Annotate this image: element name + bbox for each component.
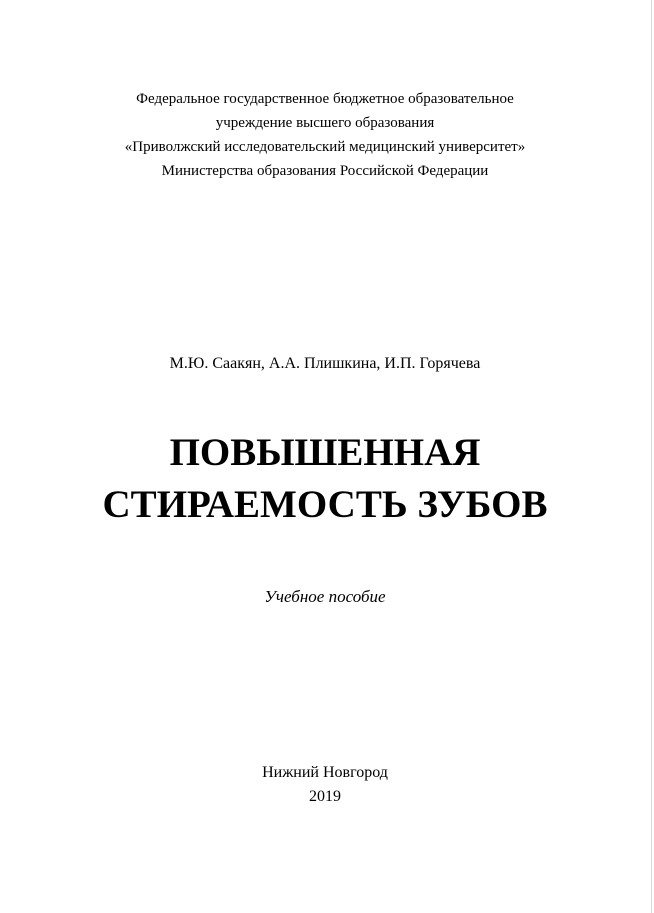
document-title [0,427,650,531]
imprint-city: Нижний Новгород [262,764,388,781]
institution-block [0,87,650,183]
page-edge-divider [651,0,652,913]
authors: М.Ю. Саакян, А.А. Плишкина, И.П. Горячева [169,355,481,372]
institution-line-3: «Приволжский исследовательский медицинский университет» [124,139,526,155]
institution-line-4: Министерства образования Российской Федерации [161,163,489,179]
document-type: Учебное пособие [264,587,386,606]
title-line-2: СТИРАЕМОСТЬ ЗУБОВ [102,483,548,526]
title-line-1: ПОВЫШЕННАЯ [169,431,481,474]
institution-line-2: учреждение высшего образования [215,115,435,131]
institution-line-1: Федеральное государственное бюджетное образовательное [136,91,514,107]
imprint-year: 2019 [309,788,341,805]
imprint-block [0,761,650,809]
